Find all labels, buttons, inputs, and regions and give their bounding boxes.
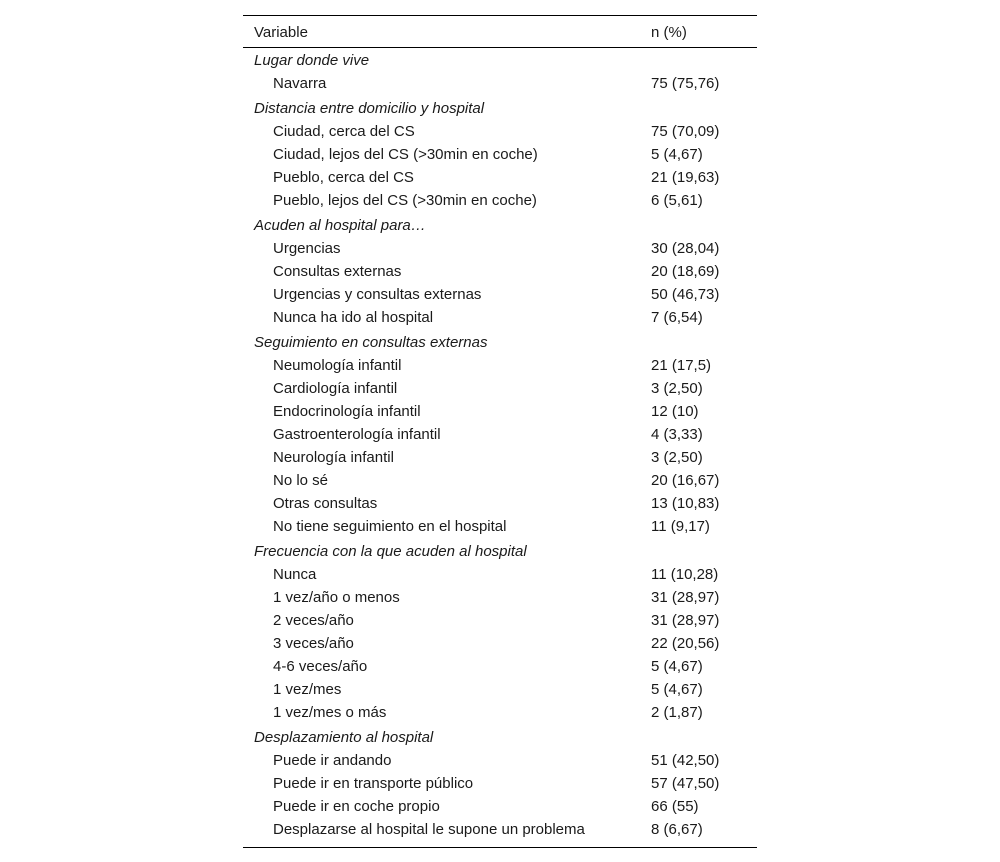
table-row [243,750,757,773]
row-label: Puede ir en transporte público [273,775,474,792]
row-value: 31 (28,97) [651,589,720,606]
group-title-text: Acuden al hospital para… [254,217,426,234]
row-label: Otras consultas [273,495,378,512]
row-value: 20 (16,67) [651,472,720,489]
table-row [243,378,757,401]
header-value: n (%) [651,24,687,41]
table-row [243,587,757,610]
table-row [243,610,757,633]
table-row [243,773,757,796]
row-label: 1 vez/mes [273,681,342,698]
row-value: 30 (28,04) [651,240,720,257]
table-row [243,516,757,539]
group-title [243,48,757,73]
table-row [243,702,757,725]
table-row [243,656,757,679]
row-label: Gastroenterología infantil [273,426,441,443]
group-title [243,330,757,355]
row-label: Navarra [273,75,327,92]
row-label: 4-6 veces/año [273,658,368,675]
row-value: 51 (42,50) [651,752,720,769]
table-row [243,121,757,144]
table-row [243,424,757,447]
row-value: 11 (10,28) [651,566,719,583]
group-title-text: Lugar donde vive [254,52,370,69]
table-bottom-padding [243,842,757,847]
row-label: Endocrinología infantil [273,403,421,420]
group-title-text: Frecuencia con la que acuden al hospital [254,543,527,560]
row-value: 12 (10) [651,403,699,420]
row-label-part: 30 [426,146,444,163]
row-value: 75 (75,76) [651,75,720,92]
row-label: Neumología infantil [273,357,402,374]
row-value: 5 (4,67) [651,146,703,163]
row-value: 13 (10,83) [651,495,720,512]
table-row [243,564,757,587]
row-label-part: Ciudad, lejos del CS (> [273,146,427,163]
row-value: 6 (5,61) [651,192,703,209]
row-value: 50 (46,73) [651,286,720,303]
row-label: 3 veces/año [273,635,354,652]
table-row [243,470,757,493]
row-label [273,146,538,163]
table-row [243,73,757,96]
group-title [243,213,757,238]
row-label: Neurología infantil [273,449,394,466]
table-row [243,284,757,307]
row-value: 4 (3,33) [651,426,703,443]
row-value: 2 (1,87) [651,704,703,721]
table-row [243,401,757,424]
row-label-part: min en coche) [443,146,538,163]
row-value: 22 (20,56) [651,635,720,652]
row-value: 66 (55) [651,798,699,815]
row-label: No tiene seguimiento en el hospital [273,518,507,535]
row-value: 3 (2,50) [651,449,703,466]
row-value: 3 (2,50) [651,380,703,397]
group-title [243,539,757,564]
row-label: Pueblo, cerca del CS [273,169,414,186]
row-label: Cardiología infantil [273,380,398,397]
row-label: Nunca [273,566,317,583]
row-label: Urgencias y consultas externas [273,286,482,303]
row-label-part: Pueblo, lejos del CS (> [273,192,427,209]
table-row [243,144,757,167]
table-row [243,493,757,516]
table-row [243,307,757,330]
row-value: 21 (19,63) [651,169,720,186]
table-row [243,447,757,470]
header-variable: Variable [254,24,308,41]
group-title-text: Distancia entre domicilio y hospital [254,100,485,117]
group-title [243,725,757,750]
row-label: Nunca ha ido al hospital [273,309,434,326]
table-header [243,16,757,48]
table-row [243,190,757,213]
row-label: 2 veces/año [273,612,354,629]
data-table [243,15,757,848]
group-title [243,96,757,121]
row-value: 11 (9,17) [651,518,710,535]
row-label: Urgencias [273,240,341,257]
table-row [243,633,757,656]
table-row [243,679,757,702]
row-value: 31 (28,97) [651,612,720,629]
table-row [243,167,757,190]
row-value: 8 (6,67) [651,821,703,838]
group-title-text: Desplazamiento al hospital [254,729,434,746]
row-label: Puede ir andando [273,752,392,769]
row-label [273,192,537,209]
row-value: 7 (6,54) [651,309,703,326]
row-label: Puede ir en coche propio [273,798,440,815]
row-value: 5 (4,67) [651,658,703,675]
row-value: 21 (17,5) [651,357,712,374]
row-label: Desplazarse al hospital le supone un problema [273,821,585,838]
row-label: Ciudad, cerca del CS [273,123,415,140]
row-value: 20 (18,69) [651,263,720,280]
row-value: 5 (4,67) [651,681,703,698]
row-value: 57 (47,50) [651,775,720,792]
row-label: Consultas externas [273,263,402,280]
table-row [243,238,757,261]
group-title-text: Seguimiento en consultas externas [254,334,488,351]
row-label: No lo sé [273,472,329,489]
row-label-part: 30 [426,192,443,209]
row-value: 75 (70,09) [651,123,720,140]
row-label: 1 vez/año o menos [273,589,400,606]
table-row [243,819,757,842]
row-label: 1 vez/mes o más [273,704,387,721]
table-row [243,796,757,819]
table-row [243,355,757,378]
table-row [243,261,757,284]
row-label-part: min en coche) [442,192,537,209]
